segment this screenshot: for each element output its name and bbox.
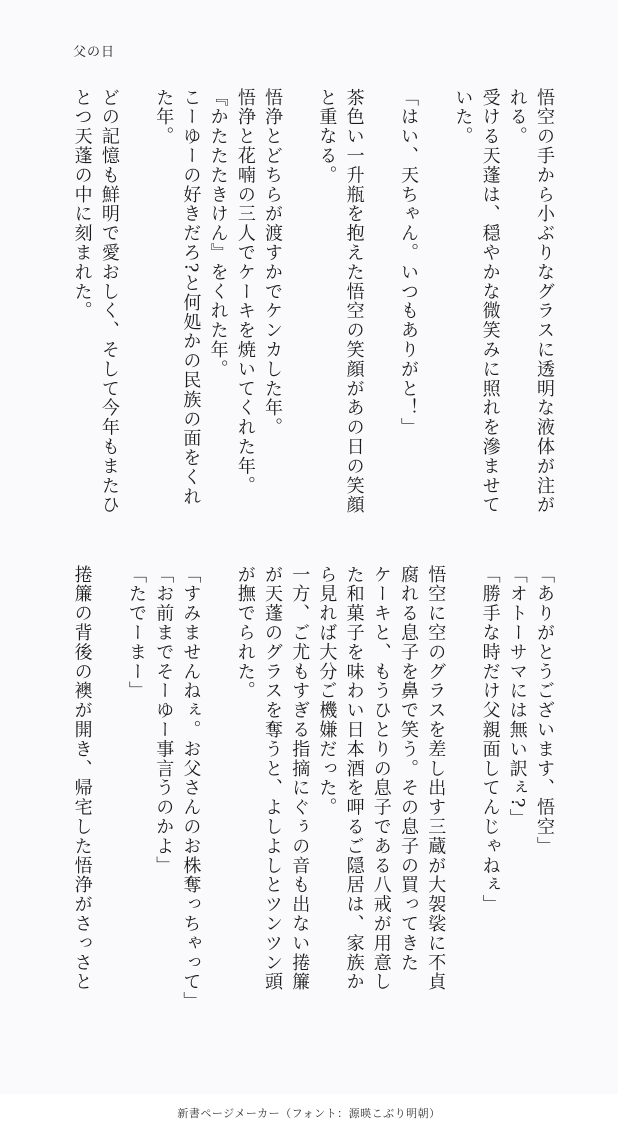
text-line: 「はい、天ちゃん。いつもありがと！」 <box>398 88 419 438</box>
text-line: 悟空に空のグラスを差し出す三蔵が大袈裟に不貞 <box>425 565 447 992</box>
text-line: た年。 <box>153 88 175 147</box>
text-line: 「すみませんねぇ。お父さんのお株奪っちゃって」 <box>180 565 202 1012</box>
text-line: いた。 <box>452 88 474 147</box>
text-line: 「たでーまー」 <box>125 565 147 701</box>
blank-line <box>286 88 313 528</box>
text-line: 一方、ご尤もすぎる指摘にぐぅの音も出ない捲簾 <box>289 565 311 992</box>
blank-line <box>96 565 123 1005</box>
text-line: 悟浄と花喃の三人でケーキを焼いてくれた年。 <box>234 88 256 496</box>
page-title: 父の日 <box>73 45 116 60</box>
footer-credit: 新書ページメーカー（フォント：源暎こぶり明朝） <box>177 1107 441 1120</box>
text-line: が撫でられた。 <box>234 565 256 701</box>
text-line: 悟浄とどちらが渡すかでケンカした年。 <box>262 88 284 438</box>
text-line: 「オトーサマには無い訳ぇ?」 <box>506 565 528 829</box>
blank-line <box>422 88 449 528</box>
blank-line <box>368 88 395 528</box>
text-line: こーゆーの好きだろ?と何処かの民族の面をくれ <box>180 88 202 507</box>
blank-line <box>123 88 150 528</box>
text-block-lower <box>68 565 558 1012</box>
text-line: れる。 <box>506 88 528 147</box>
text-line: とつ天蓬の中に刻まれた。 <box>71 88 93 321</box>
text-line: 「ありがとうございます、悟空」 <box>534 565 555 856</box>
text-line: と重なる。 <box>316 88 338 185</box>
text-line: た和菓子を味わい日本酒を呷るご隠居は、家族か <box>343 565 365 992</box>
text-line: 捲簾の背後の襖が開き、帰宅した悟浄がさっさと <box>71 565 93 992</box>
text-line: 「お前までそーゆー事言うのかよ」 <box>153 565 175 876</box>
text-line: ら見れば大分ご機嫌だった。 <box>316 565 338 818</box>
footer-bar <box>0 1094 618 1132</box>
blank-line <box>449 565 476 1005</box>
text-line: ケーキと、もうひとりの息子である八戒が用意し <box>370 565 392 992</box>
text-line: が天蓬のグラスを奪うと、よしよしとツンツン頭 <box>261 565 283 992</box>
text-line: 受ける天蓬は、穏やかな微笑みに照れを滲ませて <box>479 88 501 515</box>
text-line: 「勝手な時だけ父親面してんじゃねぇ」 <box>479 565 501 915</box>
text-block-upper <box>68 88 558 528</box>
blank-line <box>204 565 231 1005</box>
text-line: 悟空の手から小ぶりなグラスに透明な液体が注が <box>534 88 555 515</box>
text-line: 腐れる息子を鼻で笑う。その息子の買ってきた <box>398 565 419 973</box>
text-line: どの記憶も鮮明で愛おしく、そして今年もまたひ <box>98 88 120 515</box>
text-line: 『かたたたきけん』をくれた年。 <box>207 88 229 379</box>
text-line: 茶色い一升瓶を抱えた悟空の笑顔があの日の笑顔 <box>343 88 365 515</box>
